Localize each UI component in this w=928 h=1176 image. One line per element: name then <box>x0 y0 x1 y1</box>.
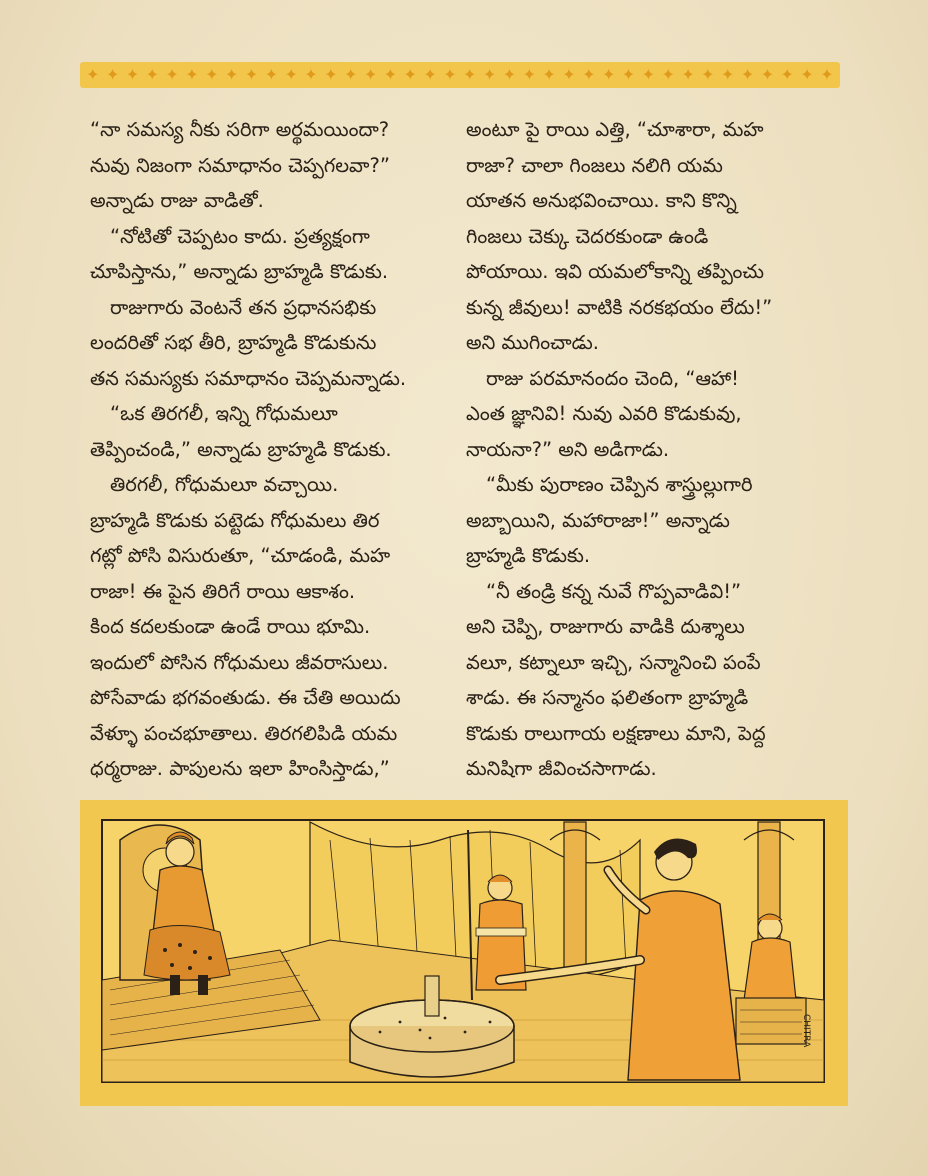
border-motif: ✦ <box>661 65 675 84</box>
text-line: “మీకు పురాణం చెప్పిన శాస్త్రుల్లుగారి <box>486 473 753 496</box>
border-motif: ✦ <box>185 65 199 84</box>
text-line: యాతన అనుభవించాయి. కాని కొన్ని <box>466 189 737 212</box>
border-motif: ✦ <box>205 65 219 84</box>
text-line: “ఒక తిరగలీ, ఇన్ని గోధుమలూ <box>110 402 338 425</box>
border-motif: ✦ <box>383 65 398 84</box>
border-motif: ✦ <box>324 65 338 84</box>
left-text-column <box>90 112 440 787</box>
border-motif: ✦ <box>363 65 378 84</box>
border-motif: ✦ <box>244 65 259 84</box>
text-line: అంటూ పై రాయి ఎత్తి, “చూశారా, మహ <box>466 118 764 141</box>
border-motif: ✦ <box>701 65 715 84</box>
text-line: “నోటితో చెప్పటం కాదు. ప్రత్యక్షంగా <box>110 224 370 248</box>
border-motif: ✦ <box>522 65 536 84</box>
decorative-border <box>80 62 840 88</box>
text-line: ధర్మరాజు. పాపులను ఇలా హింసిస్తాడు,” <box>90 757 390 780</box>
border-motif: ✦ <box>621 65 636 84</box>
border-motif: ✦ <box>423 65 437 84</box>
text-line: ఇందులో పోసిన గోధుమలు జీవరాసులు. <box>90 650 389 674</box>
border-motif: ✦ <box>800 65 814 84</box>
border-motif: ✦ <box>601 65 616 84</box>
border-motif: ✦ <box>542 65 556 84</box>
border-motif: ✦ <box>264 65 278 84</box>
border-motif: ✦ <box>740 65 755 84</box>
story-illustration <box>80 800 848 1106</box>
text-line: అని ముగించాడు. <box>466 331 600 354</box>
text-line: రాజు పరమానందం చెంది, “ఆహా! <box>486 366 739 390</box>
text-line: పోసేవాడు భగవంతుడు. ఈ చేతి అయిదు <box>90 686 401 709</box>
text-line: కింద కదలకుండా ఉండే రాయి భూమి. <box>90 615 371 638</box>
text-line: రాజుగారు వెంటనే తన ప్రధానసభికు <box>110 295 377 319</box>
border-motif: ✦ <box>502 65 517 84</box>
border-motif: ✦ <box>86 65 100 84</box>
border-motif: ✦ <box>125 65 140 84</box>
border-motif: ✦ <box>681 65 695 84</box>
text-line: కున్న జీవులు! వాటికి నరకభయం లేదు!” <box>466 295 773 319</box>
illustration-drawing <box>80 800 848 1106</box>
text-line: మనిషిగా జీవించసాగాడు. <box>466 757 657 780</box>
text-line: తన సమస్యకు సమాధానం చెప్పమన్నాడు. <box>90 366 407 390</box>
border-motif: ✦ <box>304 65 318 84</box>
right-text-column <box>466 112 816 787</box>
text-line: నాయనా?” అని అడిగాడు. <box>466 437 670 461</box>
text-line: అని చెప్పి, రాజుగారు వాడికి దుశ్శాలు <box>466 615 745 638</box>
text-line: “నా సమస్య నీకు సరిగా అర్థమయిందా? <box>90 118 390 141</box>
text-line: బ్రాహ్మడి కొడుకు. <box>466 544 591 567</box>
text-line: కొడుకు రాలుగాయ లక్షణాలు మాని, పెద్ద <box>466 721 766 745</box>
text-line: అబ్బాయిని, మహారాజా!” అన్నాడు <box>466 508 730 532</box>
text-line: గింజలు చెక్కు చెదరకుండా ఉండి <box>466 224 709 248</box>
text-line: అన్నాడు రాజు వాడితో. <box>90 189 264 212</box>
border-motif: ✦ <box>582 65 596 84</box>
border-motif: ✦ <box>145 65 159 84</box>
border-motif: ✦ <box>780 65 794 84</box>
border-motif: ✦ <box>165 65 179 84</box>
artist-signature: CHITRA <box>801 1014 811 1048</box>
border-motif: ✦ <box>224 65 239 84</box>
border-motif: ✦ <box>562 65 576 84</box>
text-line: “నీ తండ్రి కన్న నువే గొప్పవాడివి!” <box>486 579 742 603</box>
text-line: గట్లో పోసి విసురుతూ, “చూడండి, మహ <box>90 544 391 567</box>
border-motif: ✦ <box>721 65 735 84</box>
text-line: పోయాయి. ఇవి యమలోకాన్ని తప్పించు <box>466 260 764 283</box>
border-motif: ✦ <box>284 65 298 84</box>
text-line: ఎంత జ్ఞానివి! నువు ఎవరి కొడుకువు, <box>466 402 742 425</box>
text-line: బ్రాహ్మడి కొడుకు పట్టెడు గోధుమలు తిర <box>90 508 380 532</box>
border-motif: ✦ <box>403 65 417 84</box>
text-line: లందరితో సభ తీరి, బ్రాహ్మడి కొడుకును <box>90 331 377 354</box>
border-motif: ✦ <box>105 65 120 84</box>
text-line: చూపిస్తాను,” అన్నాడు బ్రాహ్మడి కొడుకు. <box>90 260 389 283</box>
text-line: శాడు. ఈ సన్మానం ఫలితంగా బ్రాహ్మడి <box>466 686 749 709</box>
border-motif: ✦ <box>343 65 358 84</box>
border-motif: ✦ <box>463 65 477 84</box>
text-line: వేళ్ళూ పంచభూతాలు. తిరగలిపిడి యమ <box>90 721 398 745</box>
text-line: నువు నిజంగా సమాధానం చెప్పగలవా?” <box>90 153 390 177</box>
border-motif: ✦ <box>760 65 775 84</box>
border-motif: ✦ <box>641 65 656 84</box>
text-line: తెప్పించండి,” అన్నాడు బ్రాహ్మడి కొడుకు. <box>90 437 392 461</box>
text-line: రాజా? చాలా గింజలు నలిగి యమ <box>466 153 723 177</box>
text-line: రాజా! ఈ పైన తిరిగే రాయి ఆకాశం. <box>90 579 356 603</box>
border-motif: ✦ <box>443 65 457 84</box>
text-line: తిరగలీ, గోధుమలూ వచ్చాయి. <box>110 473 339 496</box>
border-motif: ✦ <box>820 65 834 84</box>
text-line: వలూ, కట్నాలూ ఇచ్చి, సన్మానించి పంపే <box>466 650 761 674</box>
border-motif: ✦ <box>482 65 497 84</box>
